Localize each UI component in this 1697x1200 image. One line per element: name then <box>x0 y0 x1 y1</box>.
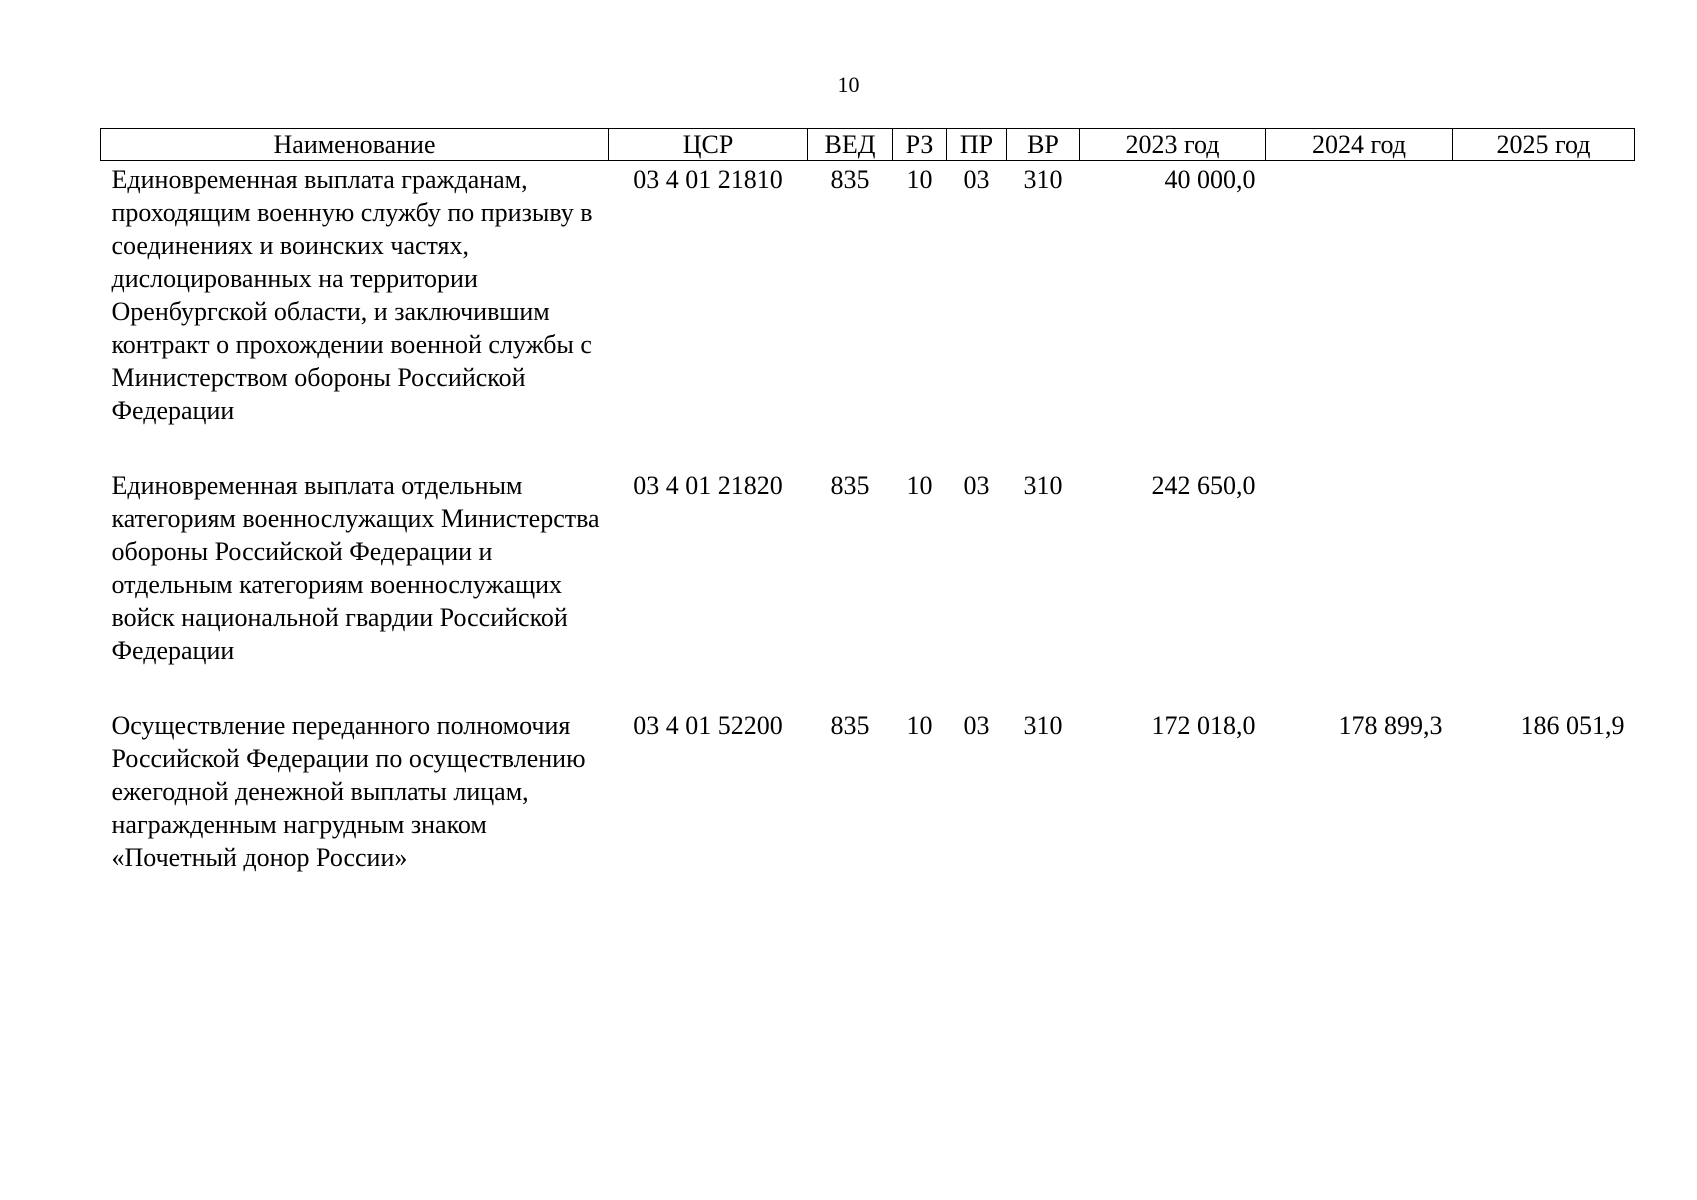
row-rz: 10 <box>906 711 933 740</box>
row-rz: 10 <box>906 165 933 194</box>
budget-table <box>100 128 1635 916</box>
row-2025: 186 051,9 <box>1520 711 1625 740</box>
row-2024 <box>1266 161 1453 470</box>
row-2024: 178 899,3 <box>1338 711 1443 740</box>
row-csr: 03 4 01 21810 <box>633 165 783 194</box>
header-vr: ВР <box>1007 129 1080 161</box>
row-pr: 03 <box>963 165 990 194</box>
header-csr: ЦСР <box>609 129 808 161</box>
row-pr: 03 <box>963 711 990 740</box>
row-pr: 03 <box>963 471 990 500</box>
row-ved: 835 <box>830 165 870 194</box>
table-row <box>101 469 1635 709</box>
row-vr: 310 <box>1023 165 1063 194</box>
header-rz: РЗ <box>893 129 947 161</box>
table-row <box>101 161 1635 470</box>
header-row <box>101 129 1635 161</box>
row-name: Осуществление переданного полномочия Российской Федерации по осуществлению ежегодной денежной выплаты лицам, награжденным нагрудным знаком «Почетный донор России» <box>111 711 586 872</box>
row-2025 <box>1453 161 1635 470</box>
table-body <box>101 161 1635 917</box>
table-row <box>101 709 1635 916</box>
row-name: Единовременная выплата отдельным категориям военнослужащих Министерства обороны Российской Федерации и отдельным категориям военнослужащих войск национальной гвардии Российской Федерации <box>111 471 600 665</box>
row-ved: 835 <box>830 711 870 740</box>
row-2023: 40 000,0 <box>1164 165 1256 194</box>
header-ved: ВЕД <box>808 129 893 161</box>
table-header <box>101 129 1635 161</box>
row-2023: 172 018,0 <box>1151 711 1256 740</box>
row-2024 <box>1266 469 1453 709</box>
header-pr: ПР <box>947 129 1007 161</box>
header-2025: 2025 год <box>1453 129 1635 161</box>
row-2025 <box>1453 469 1635 709</box>
header-2023: 2023 год <box>1080 129 1266 161</box>
row-rz: 10 <box>906 471 933 500</box>
header-2024: 2024 год <box>1266 129 1453 161</box>
row-name: Единовременная выплата гражданам, проходящим военную службу по призыву в соединениях и воинских частях, дислоцированных на территории Оренбургской области, и заключившим контракт о прохождении военной службы с Министерством обороны Российской Федерации <box>111 165 593 425</box>
header-name: Наименование <box>101 129 609 161</box>
row-vr: 310 <box>1023 471 1063 500</box>
page-number: 10 <box>837 72 860 97</box>
row-vr: 310 <box>1023 711 1063 740</box>
row-csr: 03 4 01 21820 <box>633 471 783 500</box>
row-2023: 242 650,0 <box>1151 471 1256 500</box>
row-csr: 03 4 01 52200 <box>633 711 783 740</box>
row-ved: 835 <box>830 471 870 500</box>
